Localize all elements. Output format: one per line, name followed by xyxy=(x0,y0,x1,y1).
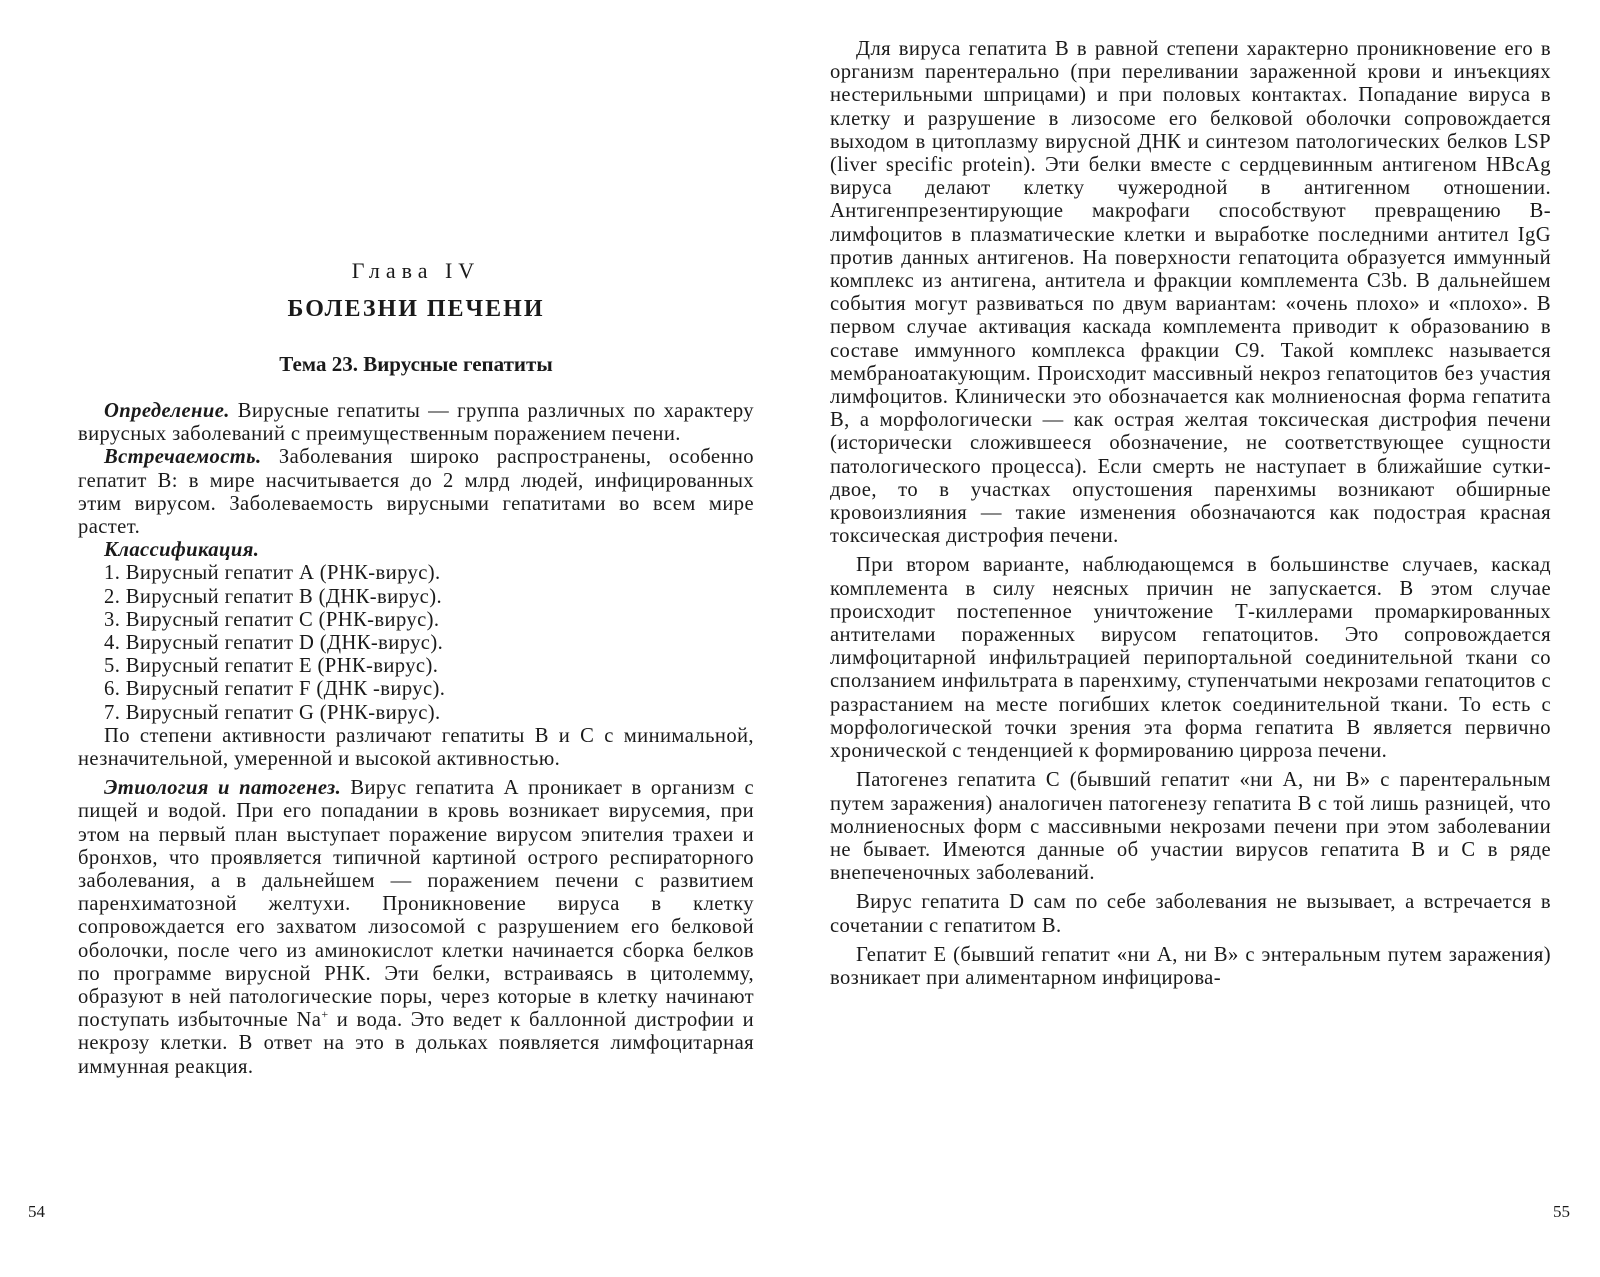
list-item: 5. Вирусный гепатит Е (РНК-вирус). xyxy=(104,655,439,678)
occurrence-lead: Встречаемость. xyxy=(104,446,262,469)
right-text-column xyxy=(830,38,1551,990)
paragraph-2: При втором варианте, наблюдающемся в большинстве случаев, каскад комплемента в силу неясных причин не запускается. В этом случае происходит постепенное уничтожение Т-киллерами промаркированных антителами пораженных вирусом гепатоцитов. Это сопровождается лимфоцитарной инфильтрацией перипортальной соединительной ткани со сползанием инфильтрата в паренхиму, ступенчатыми некрозами гепатоцитов с разрастанием на месте погибших клеток соединительной ткани. То есть с морфологической точки зрения эта форма гепатита В является первично хронической с тенденцией к формированию цирроза печени. xyxy=(830,554,1551,763)
etiology-lead: Этиология и патогенез. xyxy=(104,777,342,800)
classification-list xyxy=(78,562,754,724)
page-number-right: 55 xyxy=(1553,1202,1570,1221)
classification-heading xyxy=(78,539,754,562)
page-number-left: 54 xyxy=(28,1202,45,1221)
list-item: 7. Вирусный гепатит G (РНК-вирус). xyxy=(104,701,441,724)
paragraph-5: Гепатит Е (бывший гепатит «ни А, ни В» с энтеральным путем заражения) возникает при алиментарном инфицирова- xyxy=(830,943,1551,989)
activity-paragraph: По степени активности различают гепатиты В и С с минимальной, незначительной, умеренной и высокой активностью. xyxy=(78,724,754,771)
right-page xyxy=(800,0,1600,1277)
occurrence-paragraph xyxy=(78,446,754,539)
definition-text: Вирусные гепатиты — группа различных по характеру вирусных заболеваний с преимущественным поражением печени. xyxy=(78,400,754,446)
etiology-text-part1: Вирус гепатита А проникает в организм с пищей и водой. При его попадании в кровь возникает вирусемия, при этом на первый план выступает поражение вирусом эпителия трахеи и бронхов, что проявляется типичной картиной острого респираторного заболевания, а в дальнейшем — поражением печени с развитием паренхиматозной желтухи. Проникновение вируса в клетку сопровождается его захватом лизосомой с разрушением его белковой оболочки, после чего из аминокислот клетки начинается сборка белков по программе вирусной РНК. Эти белки, встраиваясь в цитолемму, образуют в ней патологические поры, через которые в клетку начинают поступать избыточные Na xyxy=(78,777,754,1032)
paragraph-4: Вирус гепатита D сам по себе заболевания не вызывает, а встречается в сочетании с гепатитом В. xyxy=(830,891,1551,937)
list-item: 3. Вирусный гепатит С (РНК-вирус). xyxy=(104,608,440,631)
paragraph-1: Для вируса гепатита В в равной степени характерно проникновение его в организм парентерально (при переливании зараженной крови и инъекциях нестерильными шприцами) и при половых контактах. Попадание вируса в клетку и разрушение в лизосоме его белковой оболочки сопровождается выходом в цитоплазму вирусной ДНК и синтезом патологических белков LSP (liver specific protein). Эти белки вместе с сердцевинным антигеном HBcAg вируса делают клетку чужеродной в антигенном отношении. Антигенпрезентирующие макрофаги способствуют превращению В-лимфоцитов в плазматические клетки и выработке последними антител IgG против данных антигенов. На поверхности гепатоцита образуется иммунный комплекс из антигена, антитела и фракции комплемента C3b. В дальнейшем события могут развиваться по двум вариантам: «очень плохо» и «плохо». В первом случае активация каскада комплемента приводит к образованию в составе иммунного комплекса фракции С9. Такой комплекс называется мембраноатакующим. Происходит массивный некроз гепатоцитов без участия лимфоцитов. Клинически это обозначается как молниеносная форма гепатита В, а морфологически — как острая желтая токсическая дистрофия печени (исторически сложившееся обозначение, не соответствующее сущности патологического процесса). Если смерть не наступает в ближайшие сутки-двое, то в участках опустошения паренхимы возникают обширные кровоизлияния — такие изменения обозначаются как подострая красная токсическая дистрофия печени. xyxy=(830,38,1551,548)
paragraph-3: Патогенез гепатита С (бывший гепатит «ни А, ни В» с парентеральным путем заражения) аналогичен патогенезу гепатита В с той лишь разницей, что молниеносных форм с массивными некрозами печени при этом заболевании не бывает. Имеются данные об участии вирусов гепатита В и С в ряде внепеченочных заболеваний. xyxy=(830,769,1551,885)
definition-lead: Определение. xyxy=(104,400,230,422)
sodium-superscript: + xyxy=(321,1007,329,1022)
topic-title: Тема 23. Вирусные гепатиты xyxy=(279,352,553,376)
chapter-label: Глава IV xyxy=(351,258,481,283)
part-title: БОЛЕЗНИ ПЕЧЕНИ xyxy=(287,296,545,322)
list-item: 6. Вирусный гепатит F (ДНК -вирус). xyxy=(104,678,446,701)
etiology-text-part2: и вода. Это ведет к баллонной дистрофии и некрозу клетки. В ответ на это в дольках появляется лимфоцитарная иммунная реакция. xyxy=(78,1009,754,1078)
classification-lead: Классификация. xyxy=(104,539,260,562)
etiology-paragraph xyxy=(78,777,754,1079)
list-item: 2. Вирусный гепатит В (ДНК-вирус). xyxy=(104,585,443,608)
left-text-column xyxy=(78,400,754,1079)
occurrence-text: Заболевания широко распространены, особенно гепатит В: в мире насчитывается до 2 млрд людей, инфицированных этим вирусом. Заболеваемость вирусными гепатитами во всем мире растет. xyxy=(78,446,754,539)
definition-paragraph xyxy=(78,400,754,446)
list-item: 4. Вирусный гепатит D (ДНК-вирус). xyxy=(104,632,444,655)
list-item: 1. Вирусный гепатит А (РНК-вирус). xyxy=(104,562,441,585)
